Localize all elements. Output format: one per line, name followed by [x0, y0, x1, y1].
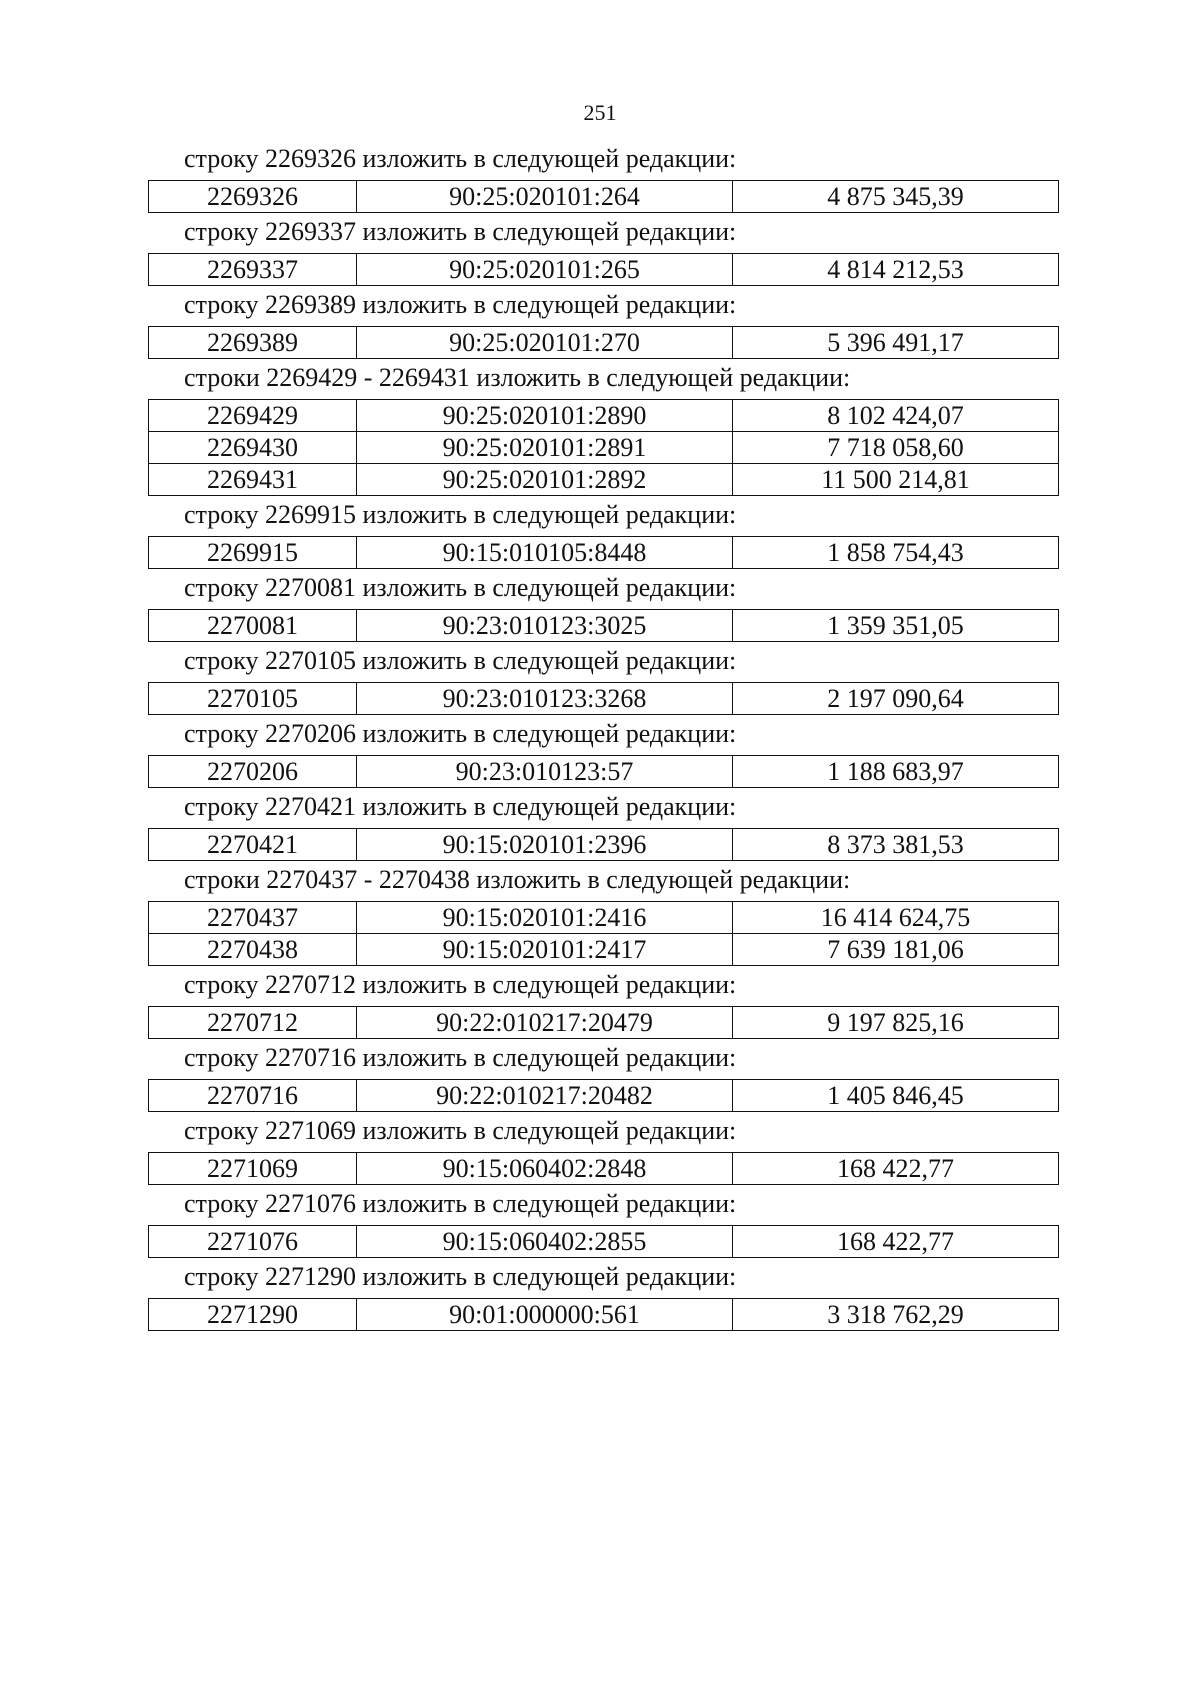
- cadastral-value-cell: 168 422,77: [733, 1226, 1059, 1258]
- amendment-instruction: строки 2270437 - 2270438 изложить в следующей редакции:: [184, 865, 851, 894]
- amendment-instruction: строку 2269915 изложить в следующей редакции:: [184, 500, 737, 529]
- cadastral-number-cell: 90:25:020101:270: [357, 327, 733, 359]
- row-number-cell: 2270206: [149, 756, 357, 788]
- amendment-instruction: строку 2269337 изложить в следующей редакции:: [184, 217, 737, 246]
- table-row: [149, 254, 1059, 286]
- cadastral-value-cell: 9 197 825,16: [733, 1007, 1059, 1039]
- table-row: [149, 829, 1059, 861]
- document-body: [148, 140, 1058, 1337]
- amendment-block: [148, 365, 1058, 496]
- amendment-block: [148, 502, 1058, 569]
- amendment-table: [148, 901, 1059, 966]
- cadastral-value-cell: 1 359 351,05: [733, 610, 1059, 642]
- table-row: [149, 902, 1059, 934]
- table-row: [149, 610, 1059, 642]
- amendment-table: [148, 399, 1059, 496]
- row-number-cell: 2269431: [149, 464, 357, 496]
- amendment-block: [148, 1191, 1058, 1258]
- row-number-cell: 2270437: [149, 902, 357, 934]
- cadastral-value-cell: 5 396 491,17: [733, 327, 1059, 359]
- cadastral-value-cell: 16 414 624,75: [733, 902, 1059, 934]
- amendment-instruction: строку 2270421 изложить в следующей редакции:: [184, 792, 737, 821]
- table-row: [149, 464, 1059, 496]
- cadastral-value-cell: 11 500 214,81: [733, 464, 1059, 496]
- row-number-cell: 2270712: [149, 1007, 357, 1039]
- row-number-cell: 2270716: [149, 1080, 357, 1112]
- amendment-block: [148, 1045, 1058, 1112]
- amendment-table: [148, 1006, 1059, 1039]
- amendment-table: [148, 1225, 1059, 1258]
- row-number-cell: 2269429: [149, 400, 357, 432]
- cadastral-number-cell: 90:25:020101:264: [357, 181, 733, 213]
- amendment-table: [148, 1152, 1059, 1185]
- cadastral-number-cell: 90:22:010217:20482: [357, 1080, 733, 1112]
- amendment-instruction: строку 2269389 изложить в следующей редакции:: [184, 290, 737, 319]
- cadastral-number-cell: 90:25:020101:2890: [357, 400, 733, 432]
- amendment-instruction: строку 2271290 изложить в следующей редакции:: [184, 1262, 737, 1291]
- row-number-cell: 2269430: [149, 432, 357, 464]
- amendment-instruction: строку 2270716 изложить в следующей редакции:: [184, 1043, 737, 1072]
- amendment-table: [148, 755, 1059, 788]
- amendment-instruction: строку 2271069 изложить в следующей редакции:: [184, 1116, 737, 1145]
- amendment-instruction: строку 2269326 изложить в следующей редакции:: [184, 144, 737, 173]
- row-number-cell: 2269326: [149, 181, 357, 213]
- cadastral-number-cell: 90:23:010123:3268: [357, 683, 733, 715]
- cadastral-number-cell: 90:15:060402:2848: [357, 1153, 733, 1185]
- amendment-instruction: строки 2269429 - 2269431 изложить в следующей редакции:: [184, 363, 851, 392]
- cadastral-number-cell: 90:15:020101:2416: [357, 902, 733, 934]
- amendment-block: [148, 867, 1058, 966]
- cadastral-number-cell: 90:01:000000:561: [357, 1299, 733, 1331]
- amendment-block: [148, 1264, 1058, 1331]
- page-number: 251: [583, 100, 617, 125]
- row-number-cell: 2269389: [149, 327, 357, 359]
- cadastral-value-cell: 2 197 090,64: [733, 683, 1059, 715]
- row-number-cell: 2270105: [149, 683, 357, 715]
- amendment-block: [148, 292, 1058, 359]
- row-number-cell: 2269915: [149, 537, 357, 569]
- row-number-cell: 2271076: [149, 1226, 357, 1258]
- amendment-table: [148, 828, 1059, 861]
- cadastral-value-cell: 7 718 058,60: [733, 432, 1059, 464]
- amendment-block: [148, 146, 1058, 213]
- amendment-table: [148, 682, 1059, 715]
- cadastral-number-cell: 90:22:010217:20479: [357, 1007, 733, 1039]
- amendment-block: [148, 575, 1058, 642]
- cadastral-value-cell: 1 188 683,97: [733, 756, 1059, 788]
- table-row: [149, 934, 1059, 966]
- cadastral-number-cell: 90:23:010123:57: [357, 756, 733, 788]
- cadastral-number-cell: 90:25:020101:2891: [357, 432, 733, 464]
- amendment-table: [148, 609, 1059, 642]
- amendment-table: [148, 1079, 1059, 1112]
- amendment-instruction: строку 2270206 изложить в следующей редакции:: [184, 719, 737, 748]
- cadastral-number-cell: 90:23:010123:3025: [357, 610, 733, 642]
- amendment-instruction: строку 2271076 изложить в следующей редакции:: [184, 1189, 737, 1218]
- amendment-block: [148, 721, 1058, 788]
- table-row: [149, 1080, 1059, 1112]
- table-row: [149, 327, 1059, 359]
- cadastral-value-cell: 7 639 181,06: [733, 934, 1059, 966]
- amendment-block: [148, 219, 1058, 286]
- amendment-table: [148, 180, 1059, 213]
- cadastral-value-cell: 8 102 424,07: [733, 400, 1059, 432]
- row-number-cell: 2270081: [149, 610, 357, 642]
- table-row: [149, 181, 1059, 213]
- amendment-instruction: строку 2270712 изложить в следующей редакции:: [184, 970, 737, 999]
- cadastral-value-cell: 3 318 762,29: [733, 1299, 1059, 1331]
- cadastral-number-cell: 90:15:010105:8448: [357, 537, 733, 569]
- row-number-cell: 2271069: [149, 1153, 357, 1185]
- cadastral-number-cell: 90:15:060402:2855: [357, 1226, 733, 1258]
- amendment-table: [148, 326, 1059, 359]
- table-row: [149, 1153, 1059, 1185]
- table-row: [149, 1226, 1059, 1258]
- amendment-block: [148, 794, 1058, 861]
- table-row: [149, 683, 1059, 715]
- table-row: [149, 756, 1059, 788]
- table-row: [149, 400, 1059, 432]
- amendment-instruction: строку 2270081 изложить в следующей редакции:: [184, 573, 737, 602]
- row-number-cell: 2269337: [149, 254, 357, 286]
- cadastral-value-cell: 1 858 754,43: [733, 537, 1059, 569]
- amendment-block: [148, 1118, 1058, 1185]
- amendment-table: [148, 1298, 1059, 1331]
- row-number-cell: 2271290: [149, 1299, 357, 1331]
- cadastral-number-cell: 90:25:020101:2892: [357, 464, 733, 496]
- amendment-table: [148, 536, 1059, 569]
- amendment-table: [148, 253, 1059, 286]
- table-row: [149, 1299, 1059, 1331]
- amendment-instruction: строку 2270105 изложить в следующей редакции:: [184, 646, 737, 675]
- cadastral-value-cell: 1 405 846,45: [733, 1080, 1059, 1112]
- cadastral-value-cell: 4 875 345,39: [733, 181, 1059, 213]
- cadastral-number-cell: 90:15:020101:2396: [357, 829, 733, 861]
- amendment-block: [148, 648, 1058, 715]
- amendment-block: [148, 972, 1058, 1039]
- cadastral-value-cell: 168 422,77: [733, 1153, 1059, 1185]
- row-number-cell: 2270421: [149, 829, 357, 861]
- cadastral-number-cell: 90:15:020101:2417: [357, 934, 733, 966]
- table-row: [149, 537, 1059, 569]
- table-row: [149, 1007, 1059, 1039]
- table-row: [149, 432, 1059, 464]
- row-number-cell: 2270438: [149, 934, 357, 966]
- cadastral-value-cell: 4 814 212,53: [733, 254, 1059, 286]
- cadastral-number-cell: 90:25:020101:265: [357, 254, 733, 286]
- cadastral-value-cell: 8 373 381,53: [733, 829, 1059, 861]
